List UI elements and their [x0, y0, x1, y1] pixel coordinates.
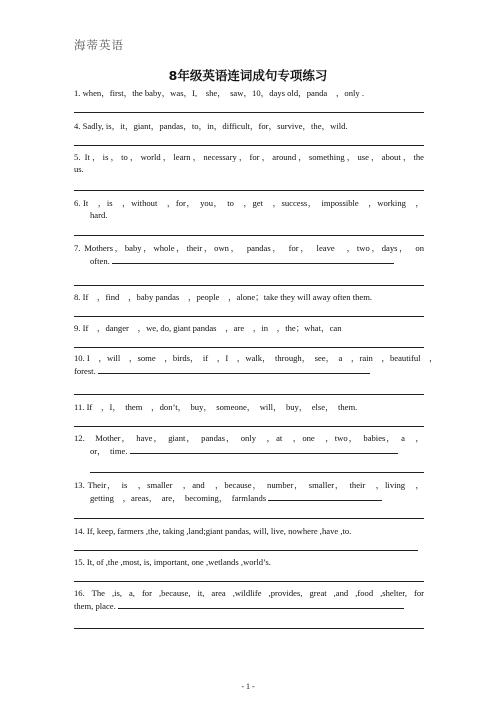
question-text: 13. Their， is ，smaller ，and ，because， number， smaller， their ，living ， [74, 480, 424, 490]
question-text-cont-label: often. [90, 256, 110, 266]
answer-blank [112, 254, 394, 264]
question-text: 5. It，is，to，world，learn，necessary，for，around，something，use，about，the [74, 152, 424, 162]
question-text: 15. It, of ,the ,most, is, important, one ,wetlands ,world’s. [74, 557, 271, 567]
question-5 [74, 151, 424, 175]
question-12 [74, 432, 424, 457]
answer-blank [118, 599, 404, 609]
question-text: 6. It ，is ，without ，for， you， to ，get ，success， impossible ，working ， [74, 198, 424, 208]
question-text: 12. Mother， have， giant， pandas， only ，at ，one ，two， babies， a ， [74, 433, 424, 443]
question-13 [74, 479, 424, 504]
answer-line [74, 235, 424, 236]
answer-line [74, 394, 424, 395]
answer-line [74, 581, 424, 582]
answer-line [74, 145, 424, 146]
question-text-cont-label: or， time. [90, 446, 128, 456]
answer-line [90, 472, 424, 473]
answer-line [74, 112, 424, 113]
question-text: 1. when，first，the baby，was，I, she， saw，10，days old，panda ，only . [74, 88, 364, 98]
question-14 [74, 525, 424, 537]
page-title: 8年级英语连词成句专项练习 [168, 68, 328, 83]
question-16 [74, 587, 424, 612]
question-7 [74, 242, 424, 267]
question-text-cont [74, 364, 424, 377]
question-text: 9. If ，danger ，we, do, giant pandas ，are ，in ，the；what，can [74, 323, 342, 333]
question-text-cont-label: forest. [74, 366, 96, 376]
question-text-cont [74, 599, 424, 612]
question-6 [74, 197, 424, 221]
answer-blank [268, 491, 382, 501]
answer-blank [130, 444, 398, 454]
question-text-cont [74, 491, 424, 504]
question-text-cont-label: getting ，areas， are， becoming， farmlands [90, 493, 267, 503]
answer-line [74, 628, 424, 629]
question-8 [74, 291, 424, 303]
question-text: 8. If ，find ，baby pandas ，people ，alone；take they will away often them. [74, 292, 373, 302]
question-text: 16. The ,is, a, for ,because, it, area ,wildlife ,provides, great ,and ,food ,shelter, for [74, 588, 424, 598]
question-9 [74, 322, 424, 334]
answer-line [74, 426, 424, 427]
question-text: 4. Sadly, is，it，giant，pandas，to，in，difficult，for，survive，the，wild. [74, 121, 348, 131]
question-text-cont: hard. [90, 210, 108, 220]
question-text-cont [74, 254, 424, 267]
question-11 [74, 401, 424, 413]
question-text: 11. If ，I， them ，don’t， buy， someone， will， buy， else， them. [74, 402, 358, 412]
question-text: 7. Mothers，baby，whole，their，own， pandas， for， leave ，two，days， on [74, 243, 424, 253]
question-text: 14. If, keep, farmers ,the, taking ,land;giant pandas, will, live, nowhere ,have ,to. [74, 526, 352, 536]
question-1 [74, 87, 424, 99]
question-4 [74, 120, 424, 132]
question-10 [74, 352, 438, 377]
answer-line [74, 518, 424, 519]
page-number: - 1 - [241, 682, 255, 691]
answer-line [74, 550, 418, 551]
question-text-cont: us. [74, 164, 84, 174]
question-text-cont-label: them, place. [74, 601, 116, 611]
question-15 [74, 556, 424, 568]
answer-line [74, 285, 424, 286]
question-text-cont [74, 444, 424, 457]
question-text: 10. I ，will ，some ，birds， if ，I ，walk， through， see， a ，rain ，beautiful ， [74, 353, 438, 363]
answer-line [74, 190, 424, 191]
header-brand: 海蒂英语 [74, 38, 124, 52]
answer-line [74, 347, 424, 348]
answer-blank [98, 364, 370, 374]
answer-line [74, 316, 424, 317]
